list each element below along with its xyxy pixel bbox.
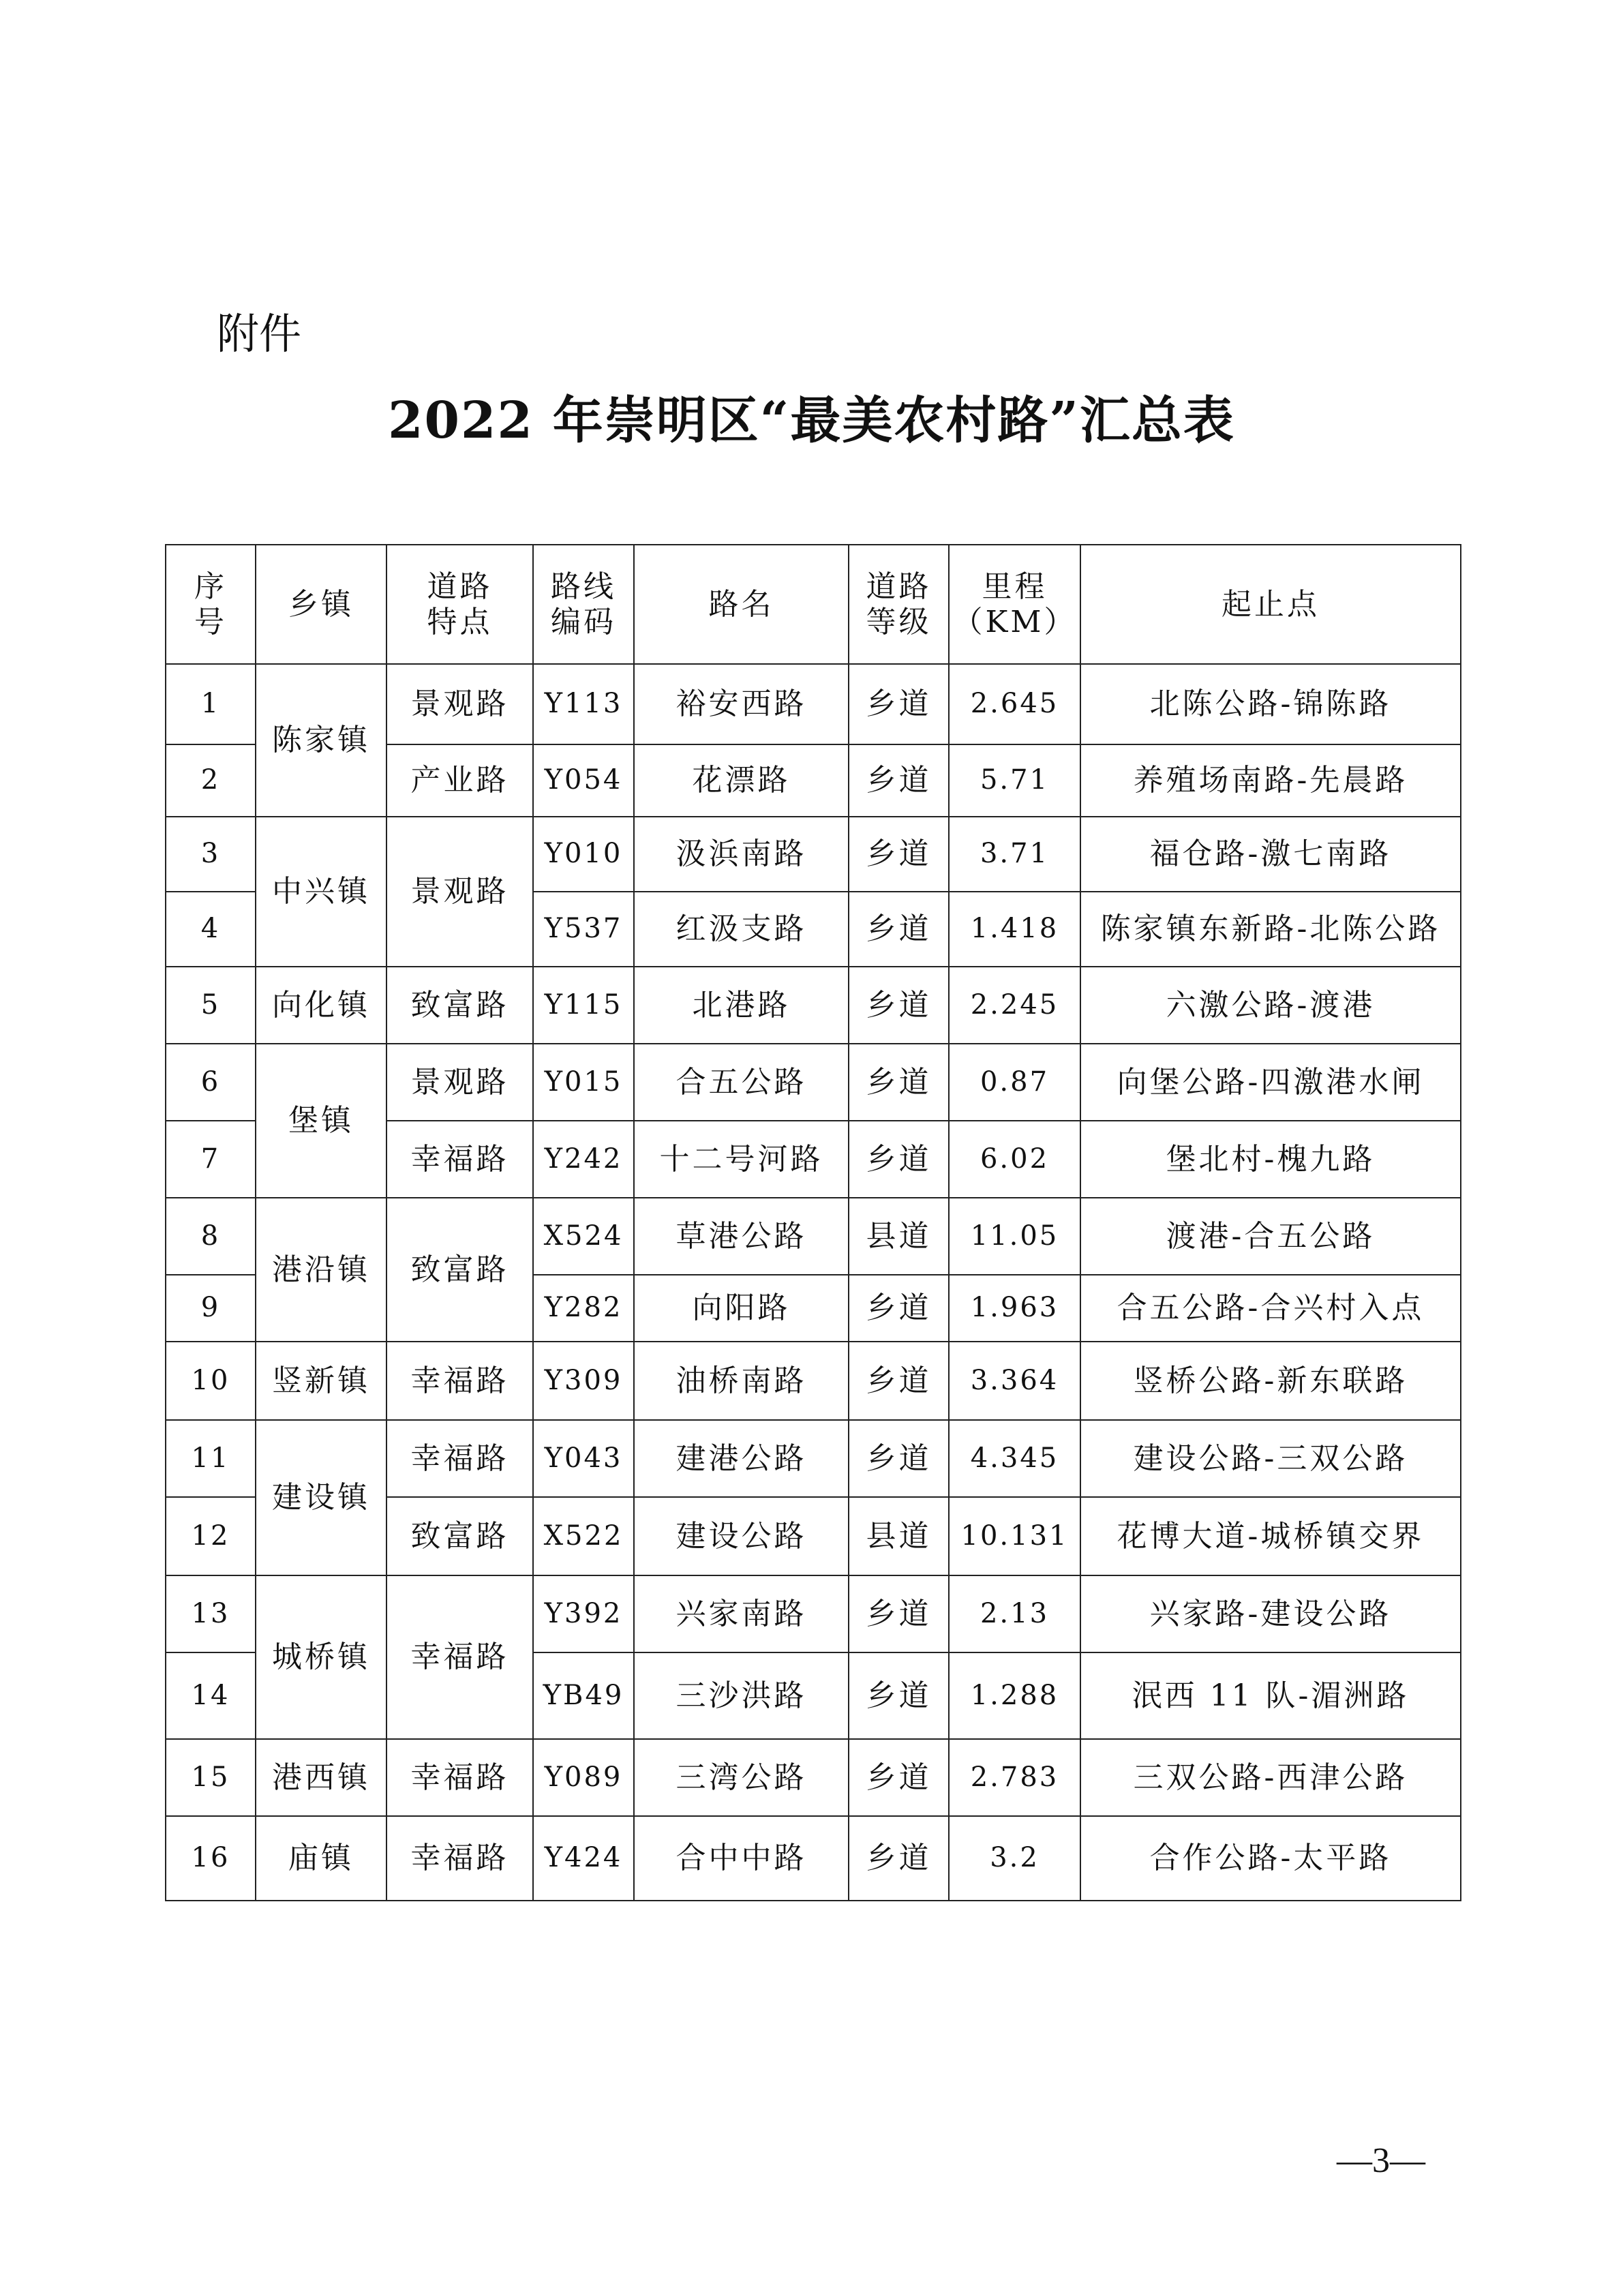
cell-endpoints: 竖桥公路-新东联路 [1080, 1342, 1461, 1420]
table-row [166, 1342, 1461, 1420]
cell-mileage: 2.13 [949, 1575, 1080, 1652]
cell-code: Y043 [533, 1420, 634, 1497]
cell-code: Y089 [533, 1739, 634, 1816]
cell-endpoints: 合五公路-合兴村入点 [1080, 1275, 1461, 1342]
cell-mileage: 1.963 [949, 1275, 1080, 1342]
cell-feature: 产业路 [386, 744, 533, 817]
cell-mileage: 4.345 [949, 1420, 1080, 1497]
cell-town: 竖新镇 [256, 1342, 386, 1420]
cell-mileage: 2.783 [949, 1739, 1080, 1816]
cell-grade: 乡道 [849, 1739, 949, 1816]
cell-code: Y392 [533, 1575, 634, 1652]
cell-grade: 乡道 [849, 817, 949, 892]
cell-endpoints: 向堡公路-四激港水闸 [1080, 1044, 1461, 1121]
cell-name: 三沙洪路 [634, 1652, 849, 1739]
cell-code: Y015 [533, 1044, 634, 1121]
cell-endpoints: 北陈公路-锦陈路 [1080, 664, 1461, 744]
table-row [166, 1739, 1461, 1816]
cell-endpoints: 堡北村-槐九路 [1080, 1121, 1461, 1198]
page-title: 2022 年崇明区“最美农村路”汇总表 [388, 391, 1235, 450]
cell-mileage: 2.645 [949, 664, 1080, 744]
cell-code: Y113 [533, 664, 634, 744]
cell-endpoints: 养殖场南路-先晨路 [1080, 744, 1461, 817]
table-row [166, 967, 1461, 1044]
cell-seq: 1 [166, 664, 256, 744]
cell-code: Y115 [533, 967, 634, 1044]
cell-grade: 乡道 [849, 1652, 949, 1739]
cell-grade: 乡道 [849, 664, 949, 744]
cell-town: 城桥镇 [256, 1575, 386, 1739]
table-header-row [166, 545, 1461, 664]
cell-seq: 7 [166, 1121, 256, 1198]
cell-endpoints: 合作公路-太平路 [1080, 1816, 1461, 1901]
cell-grade: 乡道 [849, 1575, 949, 1652]
cell-grade: 乡道 [849, 1121, 949, 1198]
header-code: 路线 编码 [533, 545, 634, 664]
cell-seq: 6 [166, 1044, 256, 1121]
header-mileage: 里程 （KM） [949, 545, 1080, 664]
cell-name: 建港公路 [634, 1420, 849, 1497]
cell-town: 向化镇 [256, 967, 386, 1044]
header-grade: 道路 等级 [849, 545, 949, 664]
cell-name: 油桥南路 [634, 1342, 849, 1420]
cell-endpoints: 三双公路-西津公路 [1080, 1739, 1461, 1816]
cell-feature: 景观路 [386, 1044, 533, 1121]
cell-feature: 致富路 [386, 1497, 533, 1575]
cell-seq: 2 [166, 744, 256, 817]
cell-name: 合中中路 [634, 1816, 849, 1901]
cell-name: 裕安西路 [634, 664, 849, 744]
cell-name: 北港路 [634, 967, 849, 1044]
cell-code: Y054 [533, 744, 634, 817]
cell-grade: 乡道 [849, 1044, 949, 1121]
cell-name: 红汲支路 [634, 892, 849, 967]
cell-mileage: 5.71 [949, 744, 1080, 817]
cell-name: 兴家南路 [634, 1575, 849, 1652]
cell-endpoints: 六激公路-渡港 [1080, 967, 1461, 1044]
cell-name: 合五公路 [634, 1044, 849, 1121]
cell-seq: 9 [166, 1275, 256, 1342]
table-row [166, 1420, 1461, 1497]
table-row [166, 1575, 1461, 1652]
cell-code: YB49 [533, 1652, 634, 1739]
cell-name: 草港公路 [634, 1198, 849, 1275]
header-town: 乡镇 [256, 545, 386, 664]
cell-town: 陈家镇 [256, 664, 386, 817]
cell-name: 汲浜南路 [634, 817, 849, 892]
cell-seq: 13 [166, 1575, 256, 1652]
cell-endpoints: 泯西 11 队-湄洲路 [1080, 1652, 1461, 1739]
cell-grade: 乡道 [849, 892, 949, 967]
cell-endpoints: 陈家镇东新路-北陈公路 [1080, 892, 1461, 967]
cell-mileage: 3.364 [949, 1342, 1080, 1420]
header-feature: 道路 特点 [386, 545, 533, 664]
cell-mileage: 11.05 [949, 1198, 1080, 1275]
cell-seq: 3 [166, 817, 256, 892]
cell-feature: 幸福路 [386, 1575, 533, 1739]
cell-feature: 幸福路 [386, 1121, 533, 1198]
cell-feature: 幸福路 [386, 1816, 533, 1901]
cell-endpoints: 福仓路-激七南路 [1080, 817, 1461, 892]
cell-endpoints: 渡港-合五公路 [1080, 1198, 1461, 1275]
cell-mileage: 0.87 [949, 1044, 1080, 1121]
cell-name: 花漂路 [634, 744, 849, 817]
cell-seq: 15 [166, 1739, 256, 1816]
cell-code: Y242 [533, 1121, 634, 1198]
cell-name: 三湾公路 [634, 1739, 849, 1816]
cell-grade: 乡道 [849, 1816, 949, 1901]
header-seq: 序 号 [166, 545, 256, 664]
cell-code: Y537 [533, 892, 634, 967]
cell-feature: 景观路 [386, 664, 533, 744]
cell-name: 十二号河路 [634, 1121, 849, 1198]
cell-seq: 11 [166, 1420, 256, 1497]
cell-code: Y010 [533, 817, 634, 892]
cell-code: X522 [533, 1497, 634, 1575]
cell-town: 庙镇 [256, 1816, 386, 1901]
cell-seq: 16 [166, 1816, 256, 1901]
cell-mileage: 2.245 [949, 967, 1080, 1044]
cell-seq: 14 [166, 1652, 256, 1739]
table-row [166, 817, 1461, 892]
cell-feature: 幸福路 [386, 1739, 533, 1816]
cell-mileage: 10.131 [949, 1497, 1080, 1575]
cell-grade: 县道 [849, 1497, 949, 1575]
cell-seq: 5 [166, 967, 256, 1044]
cell-town: 港西镇 [256, 1739, 386, 1816]
cell-seq: 12 [166, 1497, 256, 1575]
cell-town: 堡镇 [256, 1044, 386, 1198]
cell-code: Y282 [533, 1275, 634, 1342]
cell-endpoints: 花博大道-城桥镇交界 [1080, 1497, 1461, 1575]
cell-feature: 幸福路 [386, 1342, 533, 1420]
cell-grade: 乡道 [849, 744, 949, 817]
cell-grade: 乡道 [849, 1420, 949, 1497]
cell-mileage: 3.71 [949, 817, 1080, 892]
cell-town: 中兴镇 [256, 817, 386, 967]
cell-feature: 幸福路 [386, 1420, 533, 1497]
cell-grade: 乡道 [849, 967, 949, 1044]
attachment-label: 附件 [217, 309, 302, 359]
cell-grade: 县道 [849, 1198, 949, 1275]
cell-mileage: 6.02 [949, 1121, 1080, 1198]
cell-endpoints: 兴家路-建设公路 [1080, 1575, 1461, 1652]
cell-endpoints: 建设公路-三双公路 [1080, 1420, 1461, 1497]
table-row [166, 664, 1461, 744]
cell-grade: 乡道 [849, 1275, 949, 1342]
table-row [166, 1044, 1461, 1121]
cell-seq: 10 [166, 1342, 256, 1420]
cell-code: Y424 [533, 1816, 634, 1901]
cell-code: Y309 [533, 1342, 634, 1420]
cell-grade: 乡道 [849, 1342, 949, 1420]
cell-seq: 4 [166, 892, 256, 967]
cell-mileage: 3.2 [949, 1816, 1080, 1901]
cell-name: 建设公路 [634, 1497, 849, 1575]
cell-feature: 致富路 [386, 967, 533, 1044]
header-endpoints: 起止点 [1080, 545, 1461, 664]
cell-code: X524 [533, 1198, 634, 1275]
cell-town: 建设镇 [256, 1420, 386, 1575]
cell-seq: 8 [166, 1198, 256, 1275]
road-summary-table [165, 544, 1461, 1901]
cell-mileage: 1.418 [949, 892, 1080, 967]
page-number: —3— [1337, 2141, 1425, 2180]
table-row [166, 1816, 1461, 1901]
cell-name: 向阳路 [634, 1275, 849, 1342]
table-row [166, 1198, 1461, 1275]
cell-town: 港沿镇 [256, 1198, 386, 1342]
cell-feature: 景观路 [386, 817, 533, 967]
header-name: 路名 [634, 545, 849, 664]
cell-feature: 致富路 [386, 1198, 533, 1342]
cell-mileage: 1.288 [949, 1652, 1080, 1739]
